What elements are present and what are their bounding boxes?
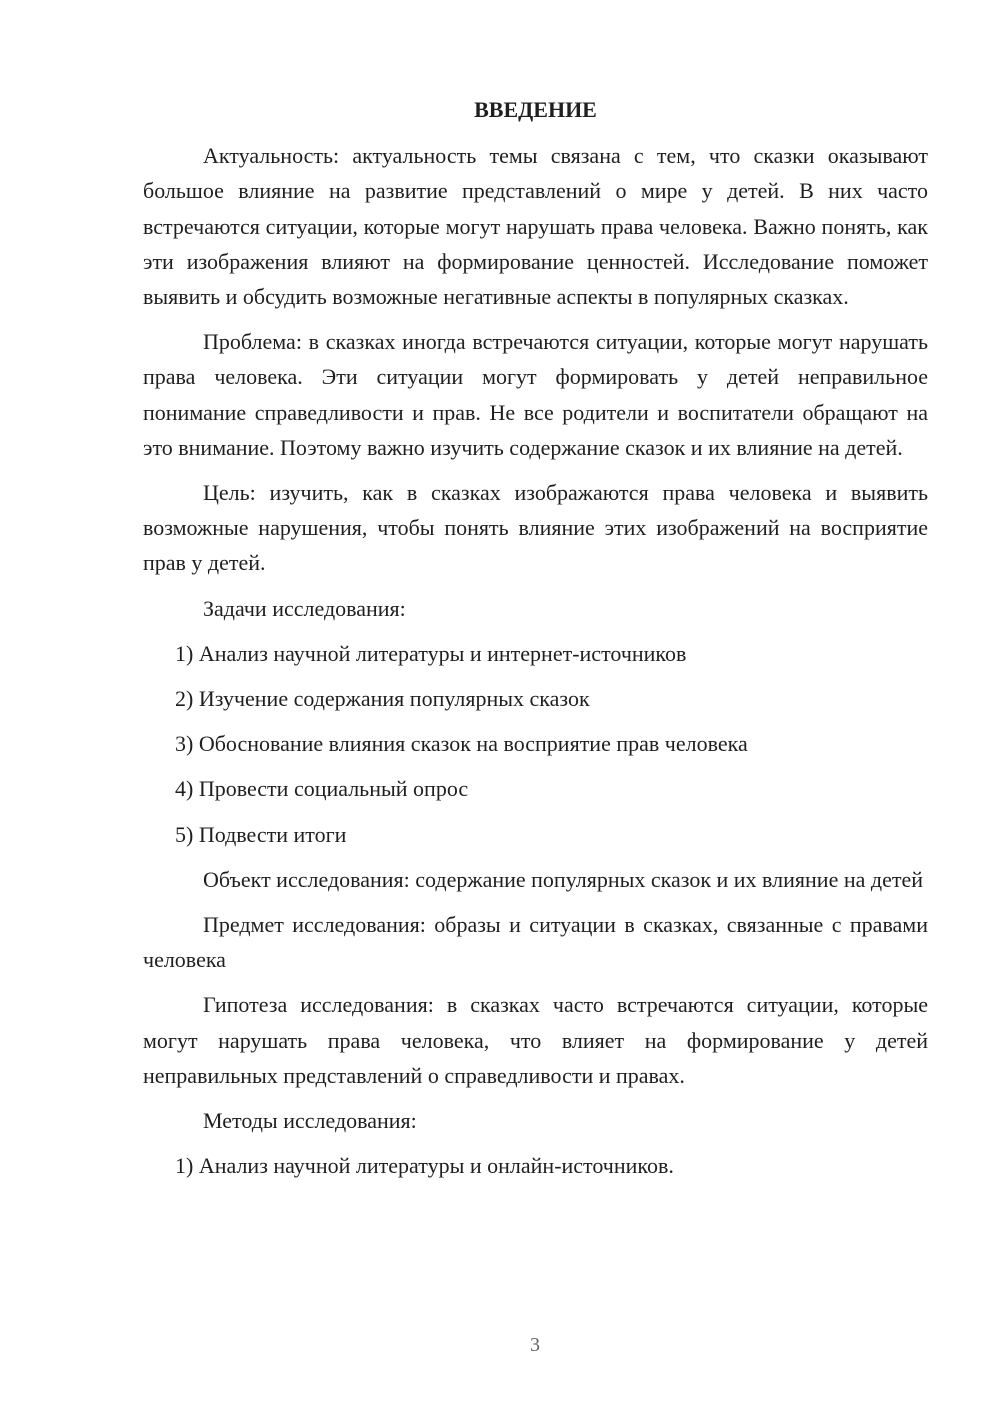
task-item: 1) Анализ научной литературы и интернет-источников: [175, 640, 687, 666]
task-item: 3) Обоснование влияния сказок на восприятие прав человека: [175, 731, 748, 757]
task-item: 2) Изучение содержания популярных сказок: [175, 686, 590, 712]
relevance-paragraph: Актуальность: актуальность темы связана с тем, что сказки оказывают большое влияние на развитие представлений о мире у детей. В них часто встречаются ситуации, которые могут нарушать права человека. Важно понять, как эти изображения влияют на формирование ценностей. Исследование поможет выявить и обсудить возможные негативные аспекты в популярных сказках.: [143, 143, 928, 310]
goal-paragraph: Цель: изучить, как в сказках изображаются права человека и выявить возможные нарушения, чтобы понять влияние этих изображений на восприятие прав у детей.: [143, 480, 928, 576]
task-item: 5) Подвести итоги: [175, 821, 347, 847]
tasks-title: Задачи исследования:: [203, 595, 406, 621]
methods-title: Методы исследования:: [203, 1108, 417, 1134]
subject-paragraph: Предмет исследования: образы и ситуации в сказках, связанные с правами человека: [143, 912, 928, 973]
document-page: [143, 92, 928, 1193]
problem-paragraph: Проблема: в сказках иногда встречаются ситуации, которые могут нарушать права человека. Эти ситуации могут формировать у детей неправильное понимание справедливости и прав. Не все родители и воспитатели обращают на это внимание. Поэтому важно изучить содержание сказок и их влияние на детей.: [143, 329, 928, 460]
section-heading: ВВЕДЕНИЕ: [474, 97, 597, 122]
method-item: 1) Анализ научной литературы и онлайн-источников.: [175, 1153, 674, 1179]
hypothesis-paragraph: Гипотеза исследования: в сказках часто встречаются ситуации, которые могут нарушать права человека, что влияет на формирование у детей неправильных представлений о справедливости и правах.: [143, 992, 928, 1088]
task-item: 4) Провести социальный опрос: [175, 776, 469, 802]
object-paragraph: Объект исследования: содержание популярных сказок и их влияние на детей: [203, 866, 923, 892]
page-number: 3: [530, 1334, 540, 1356]
